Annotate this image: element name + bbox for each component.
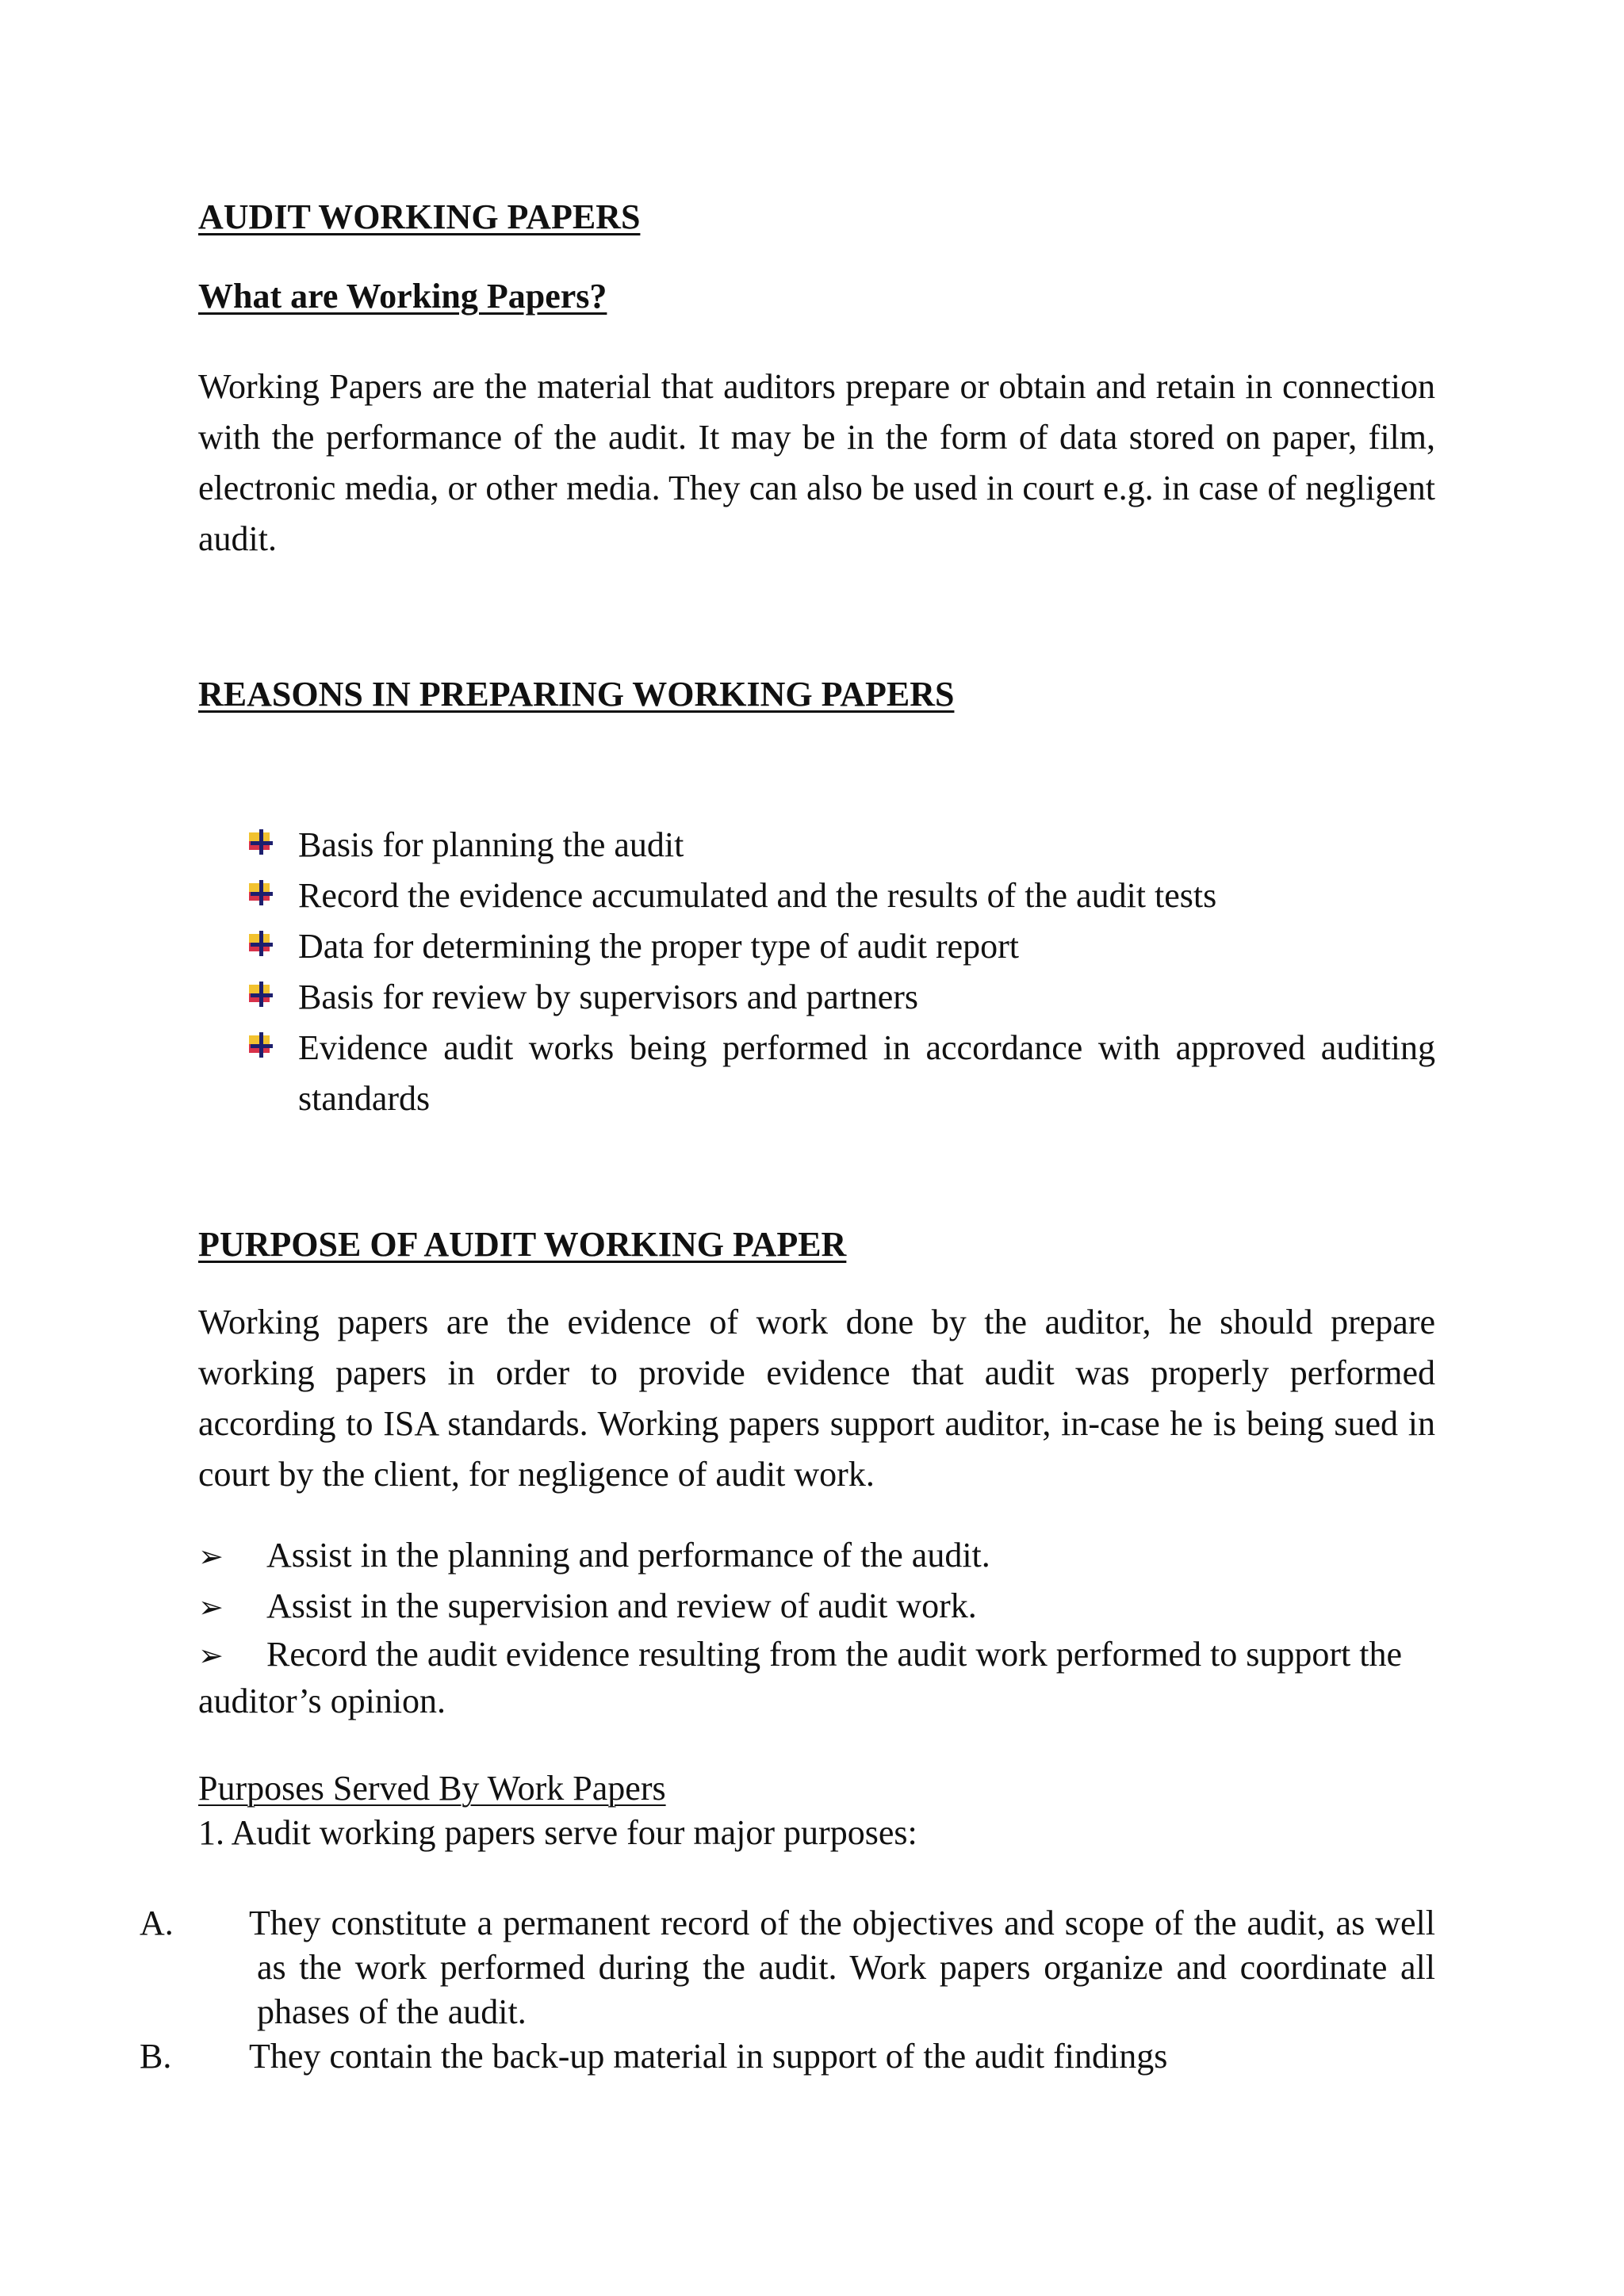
reason-bullet-item <box>246 820 1435 871</box>
reason-text: Data for determining the proper type of audit report <box>298 927 1020 966</box>
purposes-numbered-intro: 1. Audit working papers serve four major purposes: <box>198 1813 917 1852</box>
pointing-hand-icon <box>246 929 276 959</box>
purpose-arrow-item <box>198 1530 1435 1582</box>
purpose-alpha-item <box>140 1901 1435 2034</box>
purpose-alpha-item <box>140 2034 1435 2079</box>
arrow-bullet-icon: ➢ <box>198 1539 224 1574</box>
arrow-bullet-icon: ➢ <box>198 1590 224 1624</box>
purpose-arrow-item <box>198 1632 1435 1724</box>
alpha-letter: A. <box>140 1904 174 1942</box>
pointing-hand-icon <box>246 1031 276 1061</box>
reason-bullet-item <box>246 921 1435 972</box>
alpha-text: They contain the back-up material in support of the audit findings <box>249 2037 1168 2076</box>
purpose-arrow-item <box>198 1581 1435 1632</box>
reason-bullet-item <box>246 871 1435 921</box>
pointing-hand-icon <box>246 980 276 1010</box>
purpose-alpha-body <box>140 1901 1435 2034</box>
reason-bullet-item <box>246 1023 1435 1124</box>
purpose-item-text: Assist in the supervision and review of audit work. <box>266 1586 977 1625</box>
section-subtitle-what-are-working-papers: What are Working Papers? <box>198 277 607 316</box>
arrow-bullet-icon: ➢ <box>198 1638 224 1673</box>
purpose-item-text: Assist in the planning and performance of the audit. <box>266 1536 990 1575</box>
intro-paragraph: Working Papers are the material that auditors prepare or obtain and retain in connection with the performance of the audit. It may be in the form of data stored on paper, film, electronic media, or other media. They can also be used in court e.g. in case of negligent audit. <box>198 367 1435 558</box>
alpha-text: They constitute a permanent record of the objectives and scope of the audit, as well as the work performed during the audit. Work papers organize and coordinate all phases of the audit. <box>249 1904 1435 2031</box>
reason-text: Basis for review by supervisors and partners <box>298 978 919 1016</box>
reason-text: Basis for planning the audit <box>298 825 684 864</box>
purpose-alpha-body <box>140 2034 1435 2079</box>
purposes-served-heading <box>198 1766 666 1811</box>
purpose-heading: PURPOSE OF AUDIT WORKING PAPER <box>198 1225 847 1264</box>
document-title: AUDIT WORKING PAPERS <box>198 197 641 236</box>
pointing-hand-icon <box>246 878 276 909</box>
reason-bullet-item <box>246 972 1435 1023</box>
alpha-letter: B. <box>140 2037 172 2076</box>
purposes-served-heading-text: Purposes Served By Work Papers <box>198 1769 666 1808</box>
pointing-hand-icon <box>246 828 276 858</box>
reasons-heading: REASONS IN PREPARING WORKING PAPERS <box>198 675 955 714</box>
reason-text: Evidence audit works being performed in accordance with approved auditing standards <box>298 1028 1435 1118</box>
purpose-item-text: Record the audit evidence resulting from the audit work performed to support the auditor’s opinion. <box>198 1635 1403 1720</box>
purpose-paragraph: Working papers are the evidence of work done by the auditor, he should prepare working papers in order to provide evidence that audit was properly performed according to ISA standards. Working papers support auditor, in-case he is being sued in court by the client, for negligence of audit work. <box>198 1303 1435 1494</box>
reason-text: Record the evidence accumulated and the results of the audit tests <box>298 876 1217 915</box>
